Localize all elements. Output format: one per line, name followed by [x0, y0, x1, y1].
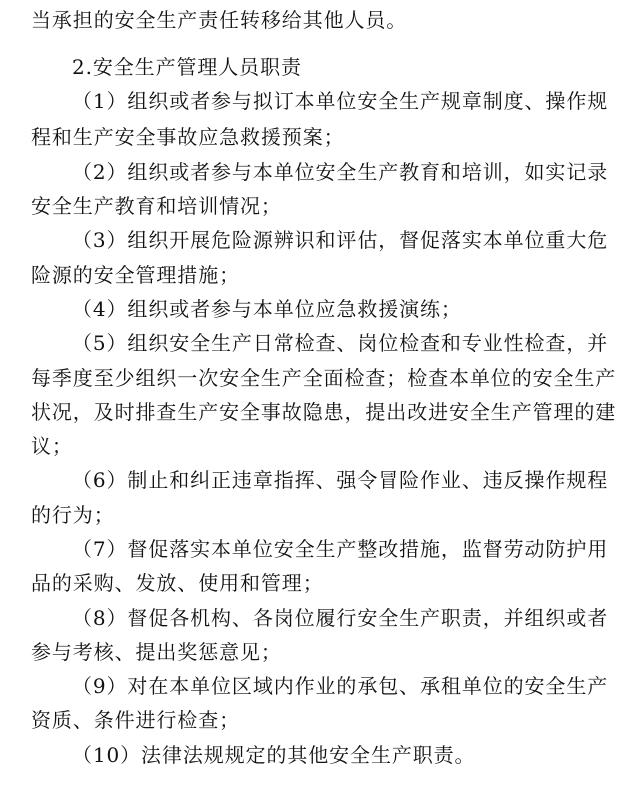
list-item-1: （1）组织或者参与拟订本单位安全生产规章制度、操作规 [72, 89, 609, 113]
list-item-8: （8）督促各机构、各岗位履行安全生产职责，并组织或者 [72, 606, 609, 630]
list-item-5: （5）组织安全生产日常检查、岗位检查和专业性检查，并 [72, 331, 609, 355]
list-item-1-continuation: 程和生产安全事故应急救援预案； [31, 125, 345, 149]
list-item-7-continuation: 品的采购、发放、使用和管理； [31, 571, 324, 595]
list-item-5-continuation: 每季度至少组织一次安全生产全面检查；检查本单位的安全生产 [31, 366, 617, 390]
list-item-2: （2）组织或者参与本单位安全生产教育和培训，如实记录 [72, 160, 609, 184]
list-item-5-continuation: 状况，及时排查生产安全事故隐患，提出改进安全生产管理的建 [31, 400, 617, 424]
list-item-5-continuation: 议； [31, 434, 73, 458]
text-line: 当承担的安全生产责任转移给其他人员。 [31, 8, 408, 32]
list-item-6: （6）制止和纠正违章指挥、强令冒险作业、违反操作规程 [72, 468, 609, 492]
list-item-6-continuation: 的行为； [31, 503, 115, 527]
list-item-2-continuation: 安全生产教育和培训情况； [31, 194, 282, 218]
list-item-4: （4）组织或者参与本单位应急救援演练； [72, 297, 462, 321]
list-item-9-continuation: 资质、条件进行检查； [31, 708, 240, 732]
list-item-10: （10）法律法规规定的其他安全生产职责。 [72, 743, 476, 767]
list-item-3-continuation: 险源的安全管理措施； [31, 263, 240, 287]
list-item-7: （7）督促落实本单位安全生产整改措施，监督劳动防护用 [72, 537, 609, 561]
section-heading: 2.安全生产管理人员职责 [72, 55, 302, 79]
list-item-9: （9）对在本单位区域内作业的承包、承租单位的安全生产 [72, 674, 609, 698]
list-item-8-continuation: 参与考核、提出奖惩意见； [31, 640, 282, 664]
list-item-3: （3）组织开展危险源辨识和评估，督促落实本单位重大危 [72, 228, 609, 252]
